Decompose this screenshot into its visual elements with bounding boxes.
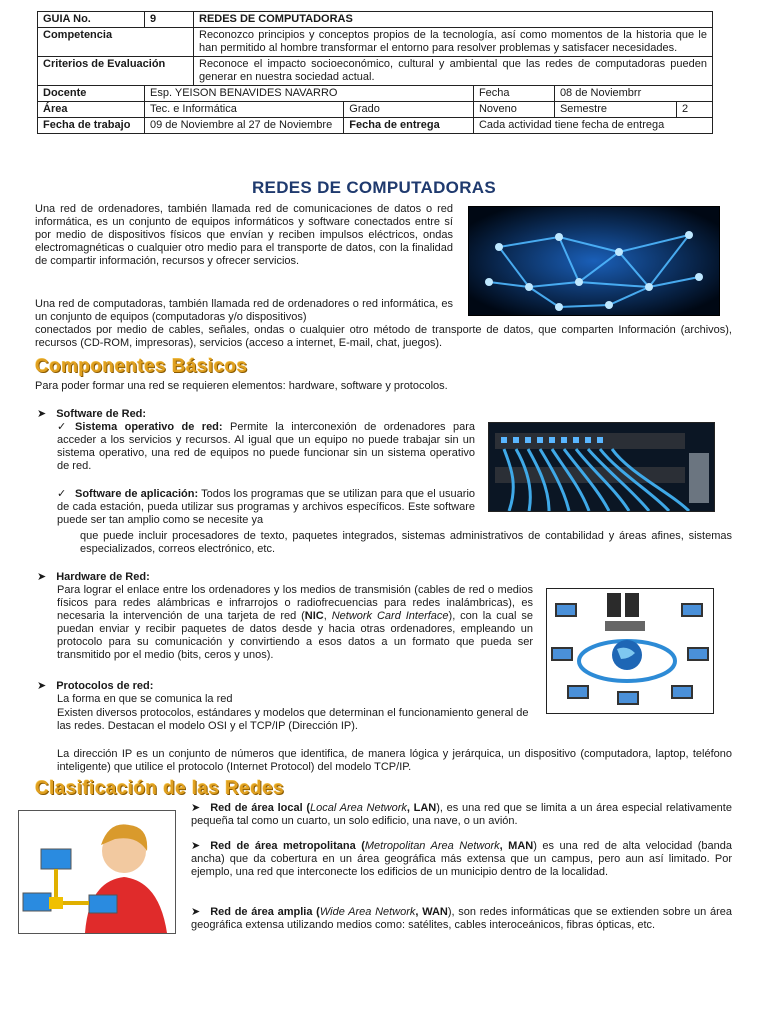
man-label: Red de área metropolitana ( <box>210 840 365 852</box>
intro-paragraph-2a: Una red de computadoras, también llamada red de ordenadores o red informática, es un conjunto de equipos (computadoras y/o dispositivos) <box>35 298 453 323</box>
competencia-label: Competencia <box>38 28 194 57</box>
wan-paragraph <box>191 906 732 932</box>
hardware-paragraph <box>57 584 533 662</box>
arrow-bullet-icon: ➤ <box>191 906 201 918</box>
semestre-value: 2 <box>676 102 712 118</box>
switch-cables-image <box>488 422 715 512</box>
wan-label: Red de área amplia ( <box>210 906 320 918</box>
wan-text: ), son redes informáticas que se extienden sobre un área geográfica extensa utilizando medios como: satélites, cables interoceánicos, fibras ópticas, etc. <box>191 906 733 931</box>
protocolos-line-2: Existen diversos protocolos, estándares y modelos que determinan el funcionamiento general de las redes. Destacan el modelo OSI y el TCP/IP (Dirección IP). <box>57 707 529 732</box>
protocolos-label: Protocolos de red: <box>56 680 154 692</box>
arrow-bullet-icon: ➤ <box>191 840 201 852</box>
clasificacion-title: Clasificación de las Redes <box>35 778 285 799</box>
fecha-value: 08 de Noviembrr <box>554 86 712 102</box>
guia-label: GUIA No. <box>38 12 145 28</box>
wan-italic: Wide Area Network <box>319 906 416 918</box>
hw-nic-sep: , <box>323 610 332 622</box>
so-paragraph <box>57 421 475 473</box>
wan-abbr: , WAN <box>415 906 448 918</box>
software-label: Software de Red: <box>56 408 147 420</box>
docente-value: Esp. YEISON BENAVIDES NAVARRO <box>145 86 474 102</box>
lan-label: Red de área local ( <box>210 802 311 814</box>
ip-paragraph: La dirección IP es un conjunto de números que identifica, de manera lógica y jerárquica, un dispositivo (computadora, laptop, teléfono inteligente) que utilice el protocolo (Internet Protocol) del modelo TCP/IP. <box>57 748 732 773</box>
hw-text-a: Para lograr el enlace entre los ordenadores y los medios de transmisión (cables de red o medios físicos para redes alámbricas e infrarrojos o radiofrecuencias para redes inalámbricas), es necesaria la intervención de una tarjeta de red ( <box>57 584 533 622</box>
hw-text-b: ), con la cual se puedan enviar y recibir paquetes de datos desde y hacia otras ordenadores, empleando un protocolo para su comunicación y convirtiendo a esos datos a un formato que pueda ser transmitido por el medio (bits, ceros y unos). <box>57 610 533 661</box>
protocolos-line-1: La forma en que se comunica la red <box>57 693 233 705</box>
hw-nic: NIC <box>304 610 324 622</box>
lan-italic: Local Area Network <box>310 802 407 814</box>
man-text: ) es una red de alta velocidad (banda ancha) que da cobertura en un área geográfica más extensa que un campus, pero aun así limitado. Por ejemplo, una red que interconecte los edificios de un municipio dentro de la localidad. <box>191 840 732 878</box>
area-value: Tec. e Informática <box>145 102 344 118</box>
fecha-trabajo-label: Fecha de trabajo <box>38 118 145 134</box>
network-globe-image <box>546 588 714 714</box>
arrow-bullet-icon: ➤ <box>37 680 47 692</box>
so-label: Sistema operativo de red: <box>75 421 223 433</box>
fecha-entrega-value: Cada actividad tiene fecha de entrega <box>473 118 712 134</box>
guide-header-table <box>37 11 713 134</box>
competencia-value: Reconozco principios y conceptos propios de la tecnología, así como momentos de la historia que le han permitido al hombre transformar el entorno para resolver problemas y satisfacer necesidades. <box>194 28 713 57</box>
hw-nic-italic: Network Card Interface <box>331 610 449 622</box>
fecha-label: Fecha <box>473 86 554 102</box>
guia-value: 9 <box>145 12 194 28</box>
intro-paragraph-1: Una red de ordenadores, también llamada red de comunicaciones de datos o red informática, es un conjunto de equipos informáticos y software conectados entre sí por medio de dispositivos físicos que envían y reciben impulsos eléctricos, ondas electromagnéticas o cualquier otro medio para el transporte de datos, con la finalidad de compartir información, recursos y ofrecer servicios. <box>35 203 453 267</box>
app-label: Software de aplicación: <box>75 488 199 500</box>
network-glow-image <box>468 206 720 316</box>
protocolos-bullet <box>37 680 153 693</box>
docente-label: Docente <box>38 86 145 102</box>
lan-text: ), es una red que se limita a un área especial relativamente pequeña tal como un cuarto, un solo edificio, una nave, o un avión. <box>191 802 732 827</box>
man-abbr: , MAN <box>499 840 534 852</box>
grado-value: Noveno <box>473 102 554 118</box>
componentes-title: Componentes Básicos <box>35 356 248 377</box>
arrow-bullet-icon: ➤ <box>37 408 47 420</box>
fecha-entrega-label: Fecha de entrega <box>344 118 474 134</box>
hardware-bullet <box>37 571 150 584</box>
checkmark-icon: ✓ <box>57 421 67 433</box>
app-paragraph <box>57 488 475 527</box>
software-bullet <box>37 408 146 421</box>
man-paragraph <box>191 840 732 879</box>
fecha-trabajo-value: 09 de Noviembre al 27 de Noviembre <box>145 118 344 134</box>
hardware-label: Hardware de Red: <box>56 571 150 583</box>
app-text-b: que puede incluir procesadores de texto, paquetes integrados, sistemas administrativos de contabilidad y áreas afines, sistemas especializados, correos electrónico, etc. <box>80 530 732 555</box>
man-italic: Metropolitan Area Network <box>364 840 500 852</box>
componentes-intro: Para poder formar una red se requieren elementos: hardware, software y protocolos. <box>35 380 448 392</box>
guia-title: REDES DE COMPUTADORAS <box>194 12 713 28</box>
arrow-bullet-icon: ➤ <box>37 571 47 583</box>
arrow-bullet-icon: ➤ <box>191 802 201 814</box>
user-network-image <box>18 810 176 934</box>
lan-abbr: , LAN <box>406 802 437 814</box>
main-title: REDES DE COMPUTADORAS <box>251 178 496 197</box>
criterios-value: Reconoce el impacto socioeconómico, cultural y ambiental que las redes de computadoras pueden generar en nuestra sociedad actual. <box>194 57 713 86</box>
criterios-label: Criterios de Evaluación <box>38 57 194 86</box>
app-text-a: Todos los programas que se utilizan para que el usuario de cada estación, pueda utilizar sus programas y archivos específicos. Este software puede ser tan amplio como se necesite ya <box>57 488 476 526</box>
intro-paragraph-2b: conectados por medio de cables, señales, ondas o cualquier otro método de transporte de datos, que comparten Información (archivos), recursos (CD-ROM, impresoras), servicios (acceso a internet, E-mail, chat, juegos). <box>35 324 732 349</box>
checkmark-icon: ✓ <box>57 488 67 500</box>
so-text: Permite la interconexión de ordenadores para acceder a los servicios y recursos. Al igual que un equipo no puede trabajar sin un sistema operativo, una red de equipos no puede funcionar sin un sistema operativo de red. <box>57 421 475 472</box>
semestre-label: Semestre <box>554 102 676 118</box>
lan-paragraph <box>191 802 732 828</box>
area-label: Área <box>38 102 145 118</box>
grado-label: Grado <box>344 102 474 118</box>
